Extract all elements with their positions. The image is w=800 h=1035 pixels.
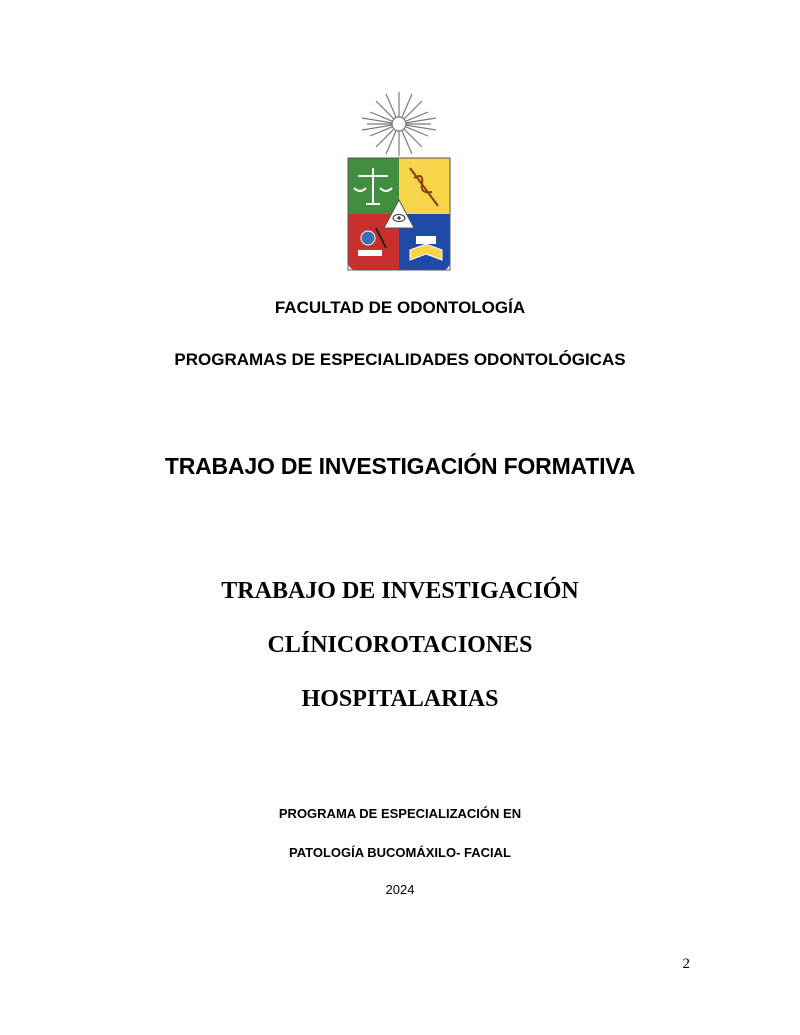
shield-icon [348, 158, 450, 270]
program-line-1: PROGRAMA DE ESPECIALIZACIÓN EN [278, 806, 522, 821]
work-title-line-3: HOSPITALARIAS [301, 686, 499, 712]
programs-heading: PROGRAMAS DE ESPECIALIDADES ODONTOLÓGICAS [174, 350, 626, 369]
faculty-heading: FACULTAD DE ODONTOLOGÍA [274, 298, 526, 317]
main-title: TRABAJO DE INVESTIGACIÓN FORMATIVA [164, 453, 636, 479]
page-number: 2 [682, 956, 690, 972]
program-line-2: PATOLOGÍA BUCOMÁXILO- FACIAL [289, 845, 511, 860]
year: 2024 [385, 882, 415, 897]
university-coat-of-arms-icon [340, 88, 458, 272]
work-title-line-1: TRABAJO DE INVESTIGACIÓN [221, 578, 579, 604]
work-title-line-2: CLÍNICOROTACIONES [267, 632, 533, 658]
